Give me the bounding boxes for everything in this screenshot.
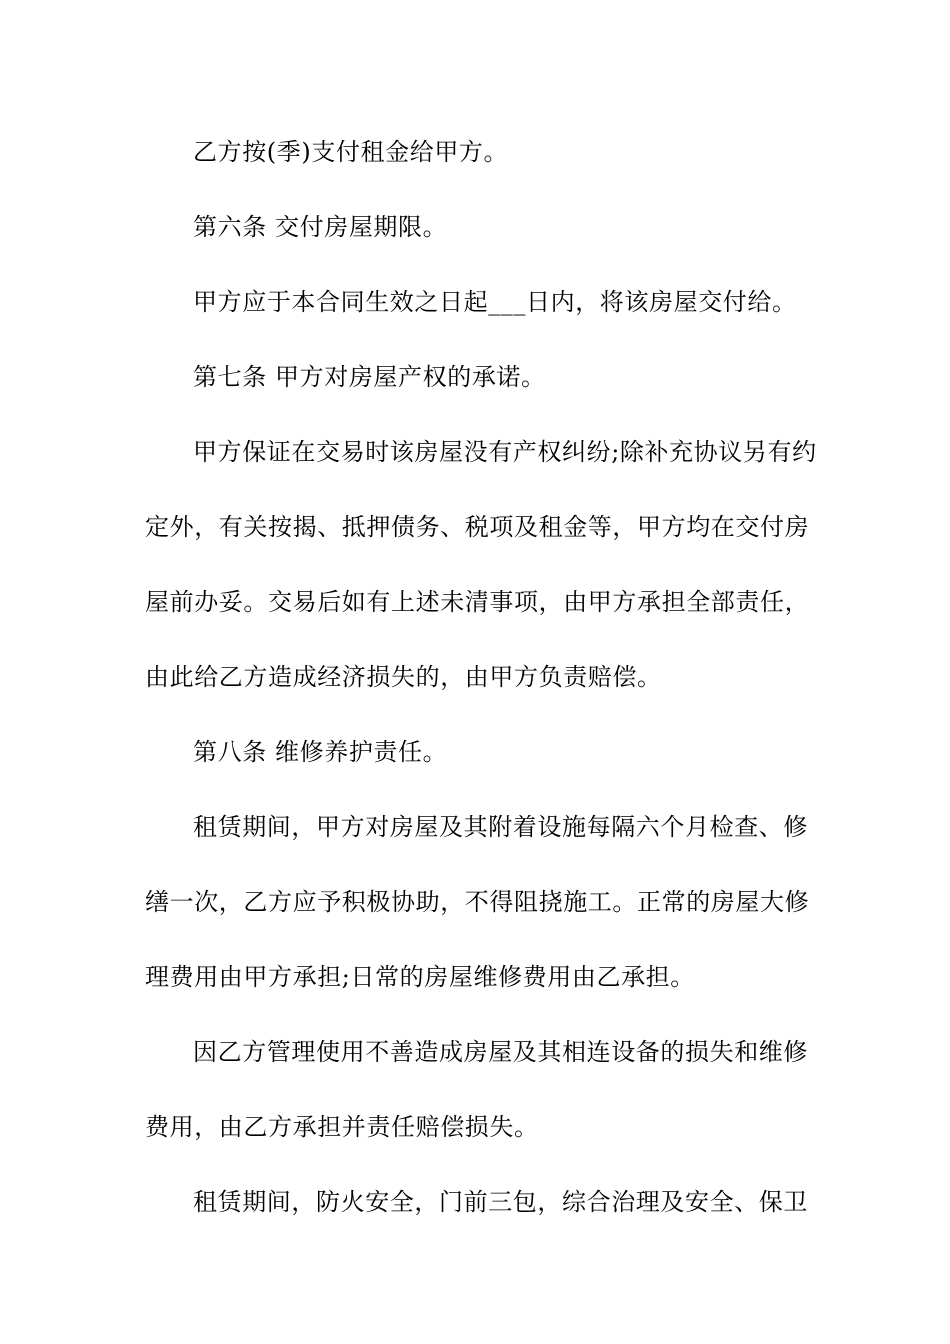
article-8-heading: 第八条 维修养护责任。 [193, 738, 448, 766]
text-line: 由此给乙方造成经济损失的，由甲方负责赔偿。 [145, 663, 662, 691]
text-line: 因乙方管理使用不善造成房屋及其相连设备的损失和维修 [193, 1038, 808, 1066]
text-line: 租赁期间，防火安全，门前三包，综合治理及安全、保卫 [193, 1188, 808, 1216]
text-line: 甲方应于本合同生效之日起___日内，将该房屋交付给。 [193, 288, 797, 316]
text-line: 定外，有关按揭、抵押债务、税项及租金等，甲方均在交付房 [145, 513, 810, 541]
text-line: 甲方保证在交易时该房屋没有产权纠纷;除补充协议另有约 [193, 438, 817, 466]
article-7-heading: 第七条 甲方对房屋产权的承诺。 [193, 363, 546, 391]
text-line: 租赁期间，甲方对房屋及其附着设施每隔六个月检查、修 [193, 813, 808, 841]
article-6-heading: 第六条 交付房屋期限。 [193, 213, 448, 241]
text-line: 乙方按(季)支付租金给甲方。 [193, 138, 509, 166]
text-line: 屋前办妥。交易后如有上述未清事项，由甲方承担全部责任， [145, 588, 810, 616]
text-line: 理费用由甲方承担;日常的房屋维修费用由乙承担。 [145, 963, 695, 991]
text-line: 费用，由乙方承担并责任赔偿损失。 [145, 1113, 539, 1141]
text-line: 缮一次，乙方应予积极协助，不得阻挠施工。正常的房屋大修 [145, 888, 810, 916]
